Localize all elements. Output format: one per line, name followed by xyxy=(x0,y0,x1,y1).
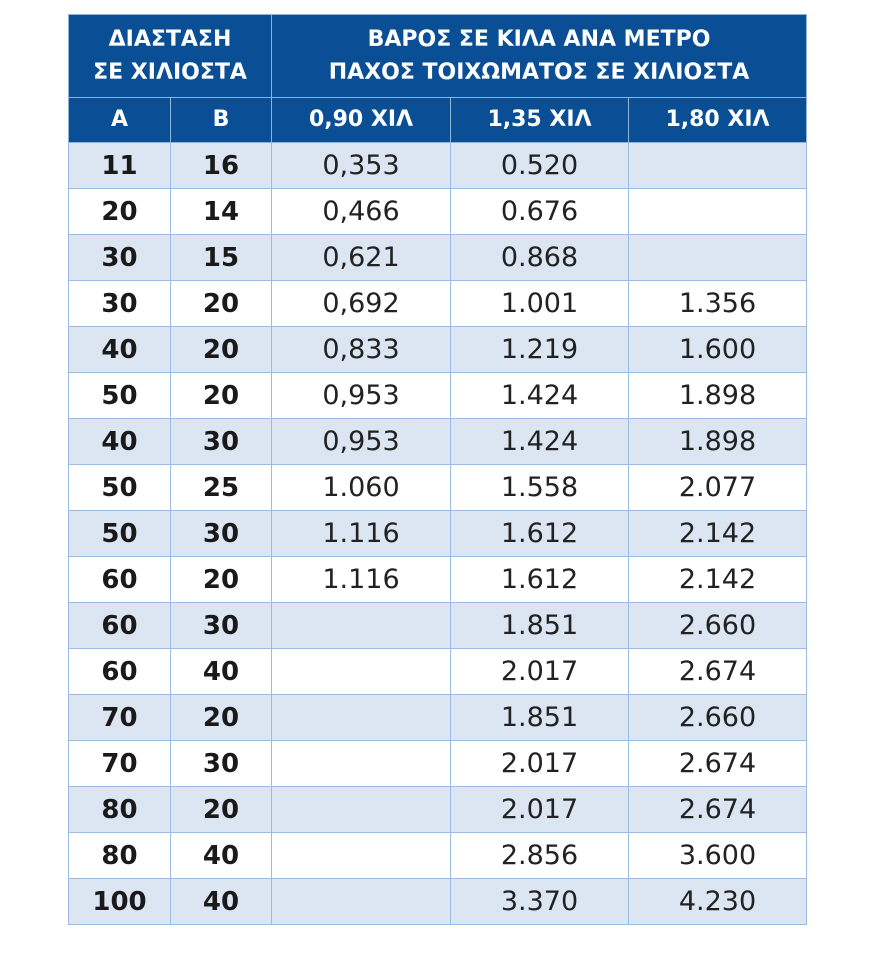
table-row xyxy=(69,189,807,235)
cell-weight-180: 2.660 xyxy=(629,603,807,649)
cell-weight-135: 0.868 xyxy=(451,235,629,281)
table-row xyxy=(69,649,807,695)
table-row xyxy=(69,327,807,373)
cell-weight-090 xyxy=(272,603,451,649)
cell-dimension-b: 40 xyxy=(171,879,272,925)
cell-weight-090 xyxy=(272,649,451,695)
cell-weight-180: 2.660 xyxy=(629,695,807,741)
cell-dimension-a: 40 xyxy=(69,419,171,465)
cell-weight-090 xyxy=(272,787,451,833)
weight-table xyxy=(68,14,807,925)
table-row xyxy=(69,603,807,649)
column-header-b: B xyxy=(171,98,272,143)
cell-weight-090: 0,953 xyxy=(272,373,451,419)
cell-dimension-a: 30 xyxy=(69,235,171,281)
cell-dimension-a: 30 xyxy=(69,281,171,327)
dimension-header-line2: ΣΕ ΧΙΛΙΟΣΤΑ xyxy=(93,60,247,85)
cell-dimension-b: 15 xyxy=(171,235,272,281)
cell-weight-180: 1.600 xyxy=(629,327,807,373)
cell-weight-135: 1.219 xyxy=(451,327,629,373)
column-header-wall-180: 1,80 ΧΙΛ xyxy=(629,98,807,143)
weight-table-container xyxy=(68,14,806,925)
cell-weight-180: 2.674 xyxy=(629,787,807,833)
cell-dimension-a: 80 xyxy=(69,833,171,879)
cell-weight-180: 1.898 xyxy=(629,373,807,419)
cell-dimension-a: 70 xyxy=(69,695,171,741)
cell-weight-180: 1.356 xyxy=(629,281,807,327)
cell-weight-135: 1.424 xyxy=(451,419,629,465)
table-row xyxy=(69,281,807,327)
cell-dimension-a: 11 xyxy=(69,143,171,189)
cell-weight-180: 2.142 xyxy=(629,511,807,557)
cell-weight-135: 1.612 xyxy=(451,557,629,603)
cell-weight-135: 2.017 xyxy=(451,787,629,833)
cell-weight-090: 0,692 xyxy=(272,281,451,327)
cell-dimension-b: 40 xyxy=(171,649,272,695)
cell-weight-180: 2.077 xyxy=(629,465,807,511)
cell-weight-180: 4.230 xyxy=(629,879,807,925)
cell-dimension-b: 20 xyxy=(171,327,272,373)
cell-weight-135: 2.017 xyxy=(451,741,629,787)
cell-dimension-a: 60 xyxy=(69,557,171,603)
table-row xyxy=(69,373,807,419)
cell-weight-090: 1.060 xyxy=(272,465,451,511)
cell-dimension-b: 20 xyxy=(171,373,272,419)
table-row xyxy=(69,787,807,833)
table-row xyxy=(69,833,807,879)
cell-dimension-b: 40 xyxy=(171,833,272,879)
cell-weight-090 xyxy=(272,741,451,787)
cell-dimension-b: 30 xyxy=(171,511,272,557)
dimension-group-header xyxy=(69,15,272,98)
cell-weight-090: 0,353 xyxy=(272,143,451,189)
table-row xyxy=(69,557,807,603)
cell-weight-135: 1.558 xyxy=(451,465,629,511)
cell-dimension-a: 60 xyxy=(69,649,171,695)
cell-dimension-b: 20 xyxy=(171,557,272,603)
table-row xyxy=(69,143,807,189)
cell-weight-135: 1.001 xyxy=(451,281,629,327)
cell-weight-090: 0,833 xyxy=(272,327,451,373)
dimension-header-line1: ΔΙΑΣΤΑΣΗ xyxy=(108,27,232,52)
cell-weight-135: 1.851 xyxy=(451,695,629,741)
cell-weight-180: 2.674 xyxy=(629,649,807,695)
cell-dimension-b: 20 xyxy=(171,787,272,833)
table-header xyxy=(69,15,807,143)
table-row xyxy=(69,235,807,281)
cell-dimension-a: 20 xyxy=(69,189,171,235)
cell-weight-135: 2.856 xyxy=(451,833,629,879)
cell-weight-135: 3.370 xyxy=(451,879,629,925)
column-header-wall-090: 0,90 ΧΙΛ xyxy=(272,98,451,143)
table-row xyxy=(69,511,807,557)
table-body xyxy=(69,143,807,925)
cell-weight-180 xyxy=(629,235,807,281)
cell-weight-180: 1.898 xyxy=(629,419,807,465)
table-row xyxy=(69,419,807,465)
cell-weight-090: 0,953 xyxy=(272,419,451,465)
cell-dimension-a: 40 xyxy=(69,327,171,373)
cell-dimension-a: 60 xyxy=(69,603,171,649)
cell-weight-135: 1.851 xyxy=(451,603,629,649)
cell-weight-090: 0,621 xyxy=(272,235,451,281)
cell-weight-135: 2.017 xyxy=(451,649,629,695)
table-row xyxy=(69,741,807,787)
weight-group-header xyxy=(272,15,807,98)
cell-dimension-a: 70 xyxy=(69,741,171,787)
cell-dimension-b: 30 xyxy=(171,741,272,787)
table-row xyxy=(69,879,807,925)
cell-weight-090: 1.116 xyxy=(272,557,451,603)
header-row-columns xyxy=(69,98,807,143)
cell-dimension-b: 25 xyxy=(171,465,272,511)
column-header-wall-135: 1,35 ΧΙΛ xyxy=(451,98,629,143)
cell-dimension-b: 20 xyxy=(171,281,272,327)
header-row-groups xyxy=(69,15,807,98)
weight-header-line1: ΒΑΡΟΣ ΣΕ ΚΙΛΑ ΑΝΑ ΜΕΤΡΟ xyxy=(367,27,711,52)
cell-weight-090: 1.116 xyxy=(272,511,451,557)
cell-dimension-a: 50 xyxy=(69,511,171,557)
cell-dimension-b: 14 xyxy=(171,189,272,235)
cell-weight-135: 1.424 xyxy=(451,373,629,419)
cell-weight-180: 3.600 xyxy=(629,833,807,879)
cell-weight-090 xyxy=(272,879,451,925)
table-row xyxy=(69,465,807,511)
cell-dimension-a: 80 xyxy=(69,787,171,833)
weight-header-line2: ΠΑΧΟΣ ΤΟΙΧΩΜΑΤΟΣ ΣΕ ΧΙΛΙΟΣΤΑ xyxy=(328,60,750,85)
cell-dimension-b: 20 xyxy=(171,695,272,741)
cell-weight-090: 0,466 xyxy=(272,189,451,235)
cell-weight-180 xyxy=(629,189,807,235)
column-header-a: A xyxy=(69,98,171,143)
table-row xyxy=(69,695,807,741)
cell-weight-180: 2.142 xyxy=(629,557,807,603)
cell-dimension-a: 100 xyxy=(69,879,171,925)
cell-weight-180 xyxy=(629,143,807,189)
cell-weight-180: 2.674 xyxy=(629,741,807,787)
cell-weight-135: 0.520 xyxy=(451,143,629,189)
cell-dimension-b: 30 xyxy=(171,603,272,649)
cell-weight-090 xyxy=(272,833,451,879)
cell-dimension-a: 50 xyxy=(69,373,171,419)
cell-dimension-b: 16 xyxy=(171,143,272,189)
cell-dimension-b: 30 xyxy=(171,419,272,465)
cell-weight-135: 1.612 xyxy=(451,511,629,557)
cell-weight-090 xyxy=(272,695,451,741)
cell-weight-135: 0.676 xyxy=(451,189,629,235)
cell-dimension-a: 50 xyxy=(69,465,171,511)
